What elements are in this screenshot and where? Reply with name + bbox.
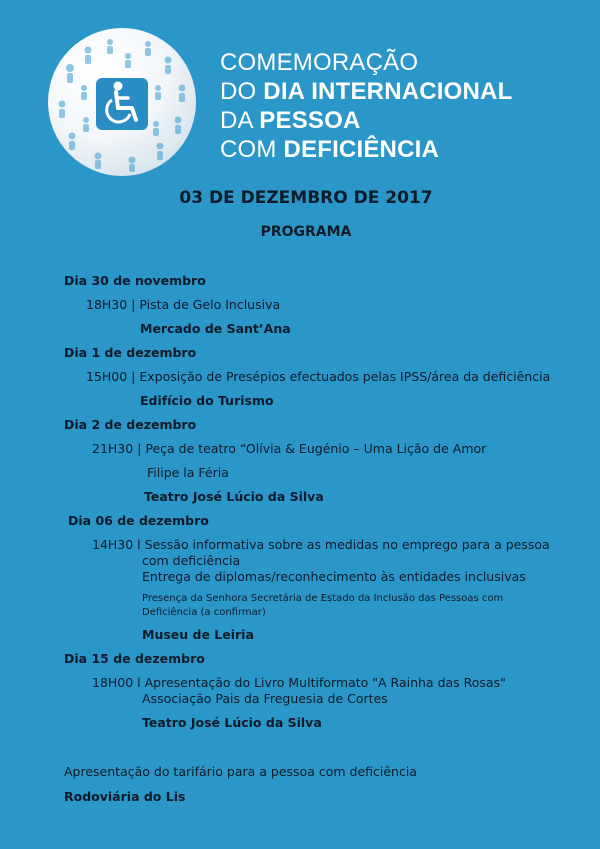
wheelchair-globe-icon xyxy=(48,28,196,176)
event-venue: Mercado de Sant’Ana xyxy=(140,321,291,336)
event-item-secondary: Entrega de diplomas/reconhecimento às entidades inclusivas xyxy=(142,569,526,584)
event-date: 03 DE DEZEMBRO DE 2017 xyxy=(179,188,433,208)
title-line-4: COM DEFICIÊNCIA xyxy=(220,136,440,163)
event-note-continued: Deficiência (a confirmar) xyxy=(142,607,266,618)
event-author: Filipe la Féria xyxy=(147,465,229,480)
event-title xyxy=(220,48,512,164)
day-label: Dia 06 de dezembro xyxy=(68,513,209,528)
event-item: 14H30 l Sessão informativa sobre as medidas no emprego para a pessoa xyxy=(92,537,550,552)
event-item-continued: com deficiência xyxy=(142,553,241,568)
header xyxy=(0,0,600,185)
event-item: 18H00 l Apresentação do Livro Multiformato "A Rainha das Rosas" xyxy=(92,675,506,690)
event-organizer: Associação Pais da Freguesia de Cortes xyxy=(142,691,388,706)
event-item: 18H30 | Pista de Gelo Inclusiva xyxy=(86,297,281,312)
event-item: 21H30 | Peça de teatro “Olívia & Eugénio – Uma Lição de Amor xyxy=(92,441,487,456)
day-label: Dia 1 de dezembro xyxy=(64,345,197,360)
day-label: Dia 2 de dezembro xyxy=(64,417,197,432)
title-line-1: COMEMORAÇÃO xyxy=(220,49,419,76)
day-label: Dia 30 de novembro xyxy=(64,273,206,288)
event-venue: Teatro José Lúcio da Silva xyxy=(144,489,324,504)
footer-organization: Rodoviária do Lis xyxy=(64,789,186,804)
title-line-3: DA PESSOA xyxy=(220,107,361,134)
program-heading: PROGRAMA xyxy=(260,224,352,240)
event-item: 15H00 | Exposição de Presépios efectuados pelas IPSS/área da deficiência xyxy=(86,369,551,384)
event-venue: Edifício do Turismo xyxy=(140,393,274,408)
event-venue: Museu de Leiria xyxy=(142,627,254,642)
title-line-2: DO DIA INTERNACIONAL xyxy=(220,78,513,105)
day-label: Dia 15 de dezembro xyxy=(64,651,205,666)
event-note: Presença da Senhora Secretária de Estado da Inclusão das Pessoas com xyxy=(142,593,504,604)
event-venue: Teatro José Lúcio da Silva xyxy=(142,715,322,730)
footer-text: Apresentação do tarifário para a pessoa com deficiência xyxy=(64,764,417,779)
